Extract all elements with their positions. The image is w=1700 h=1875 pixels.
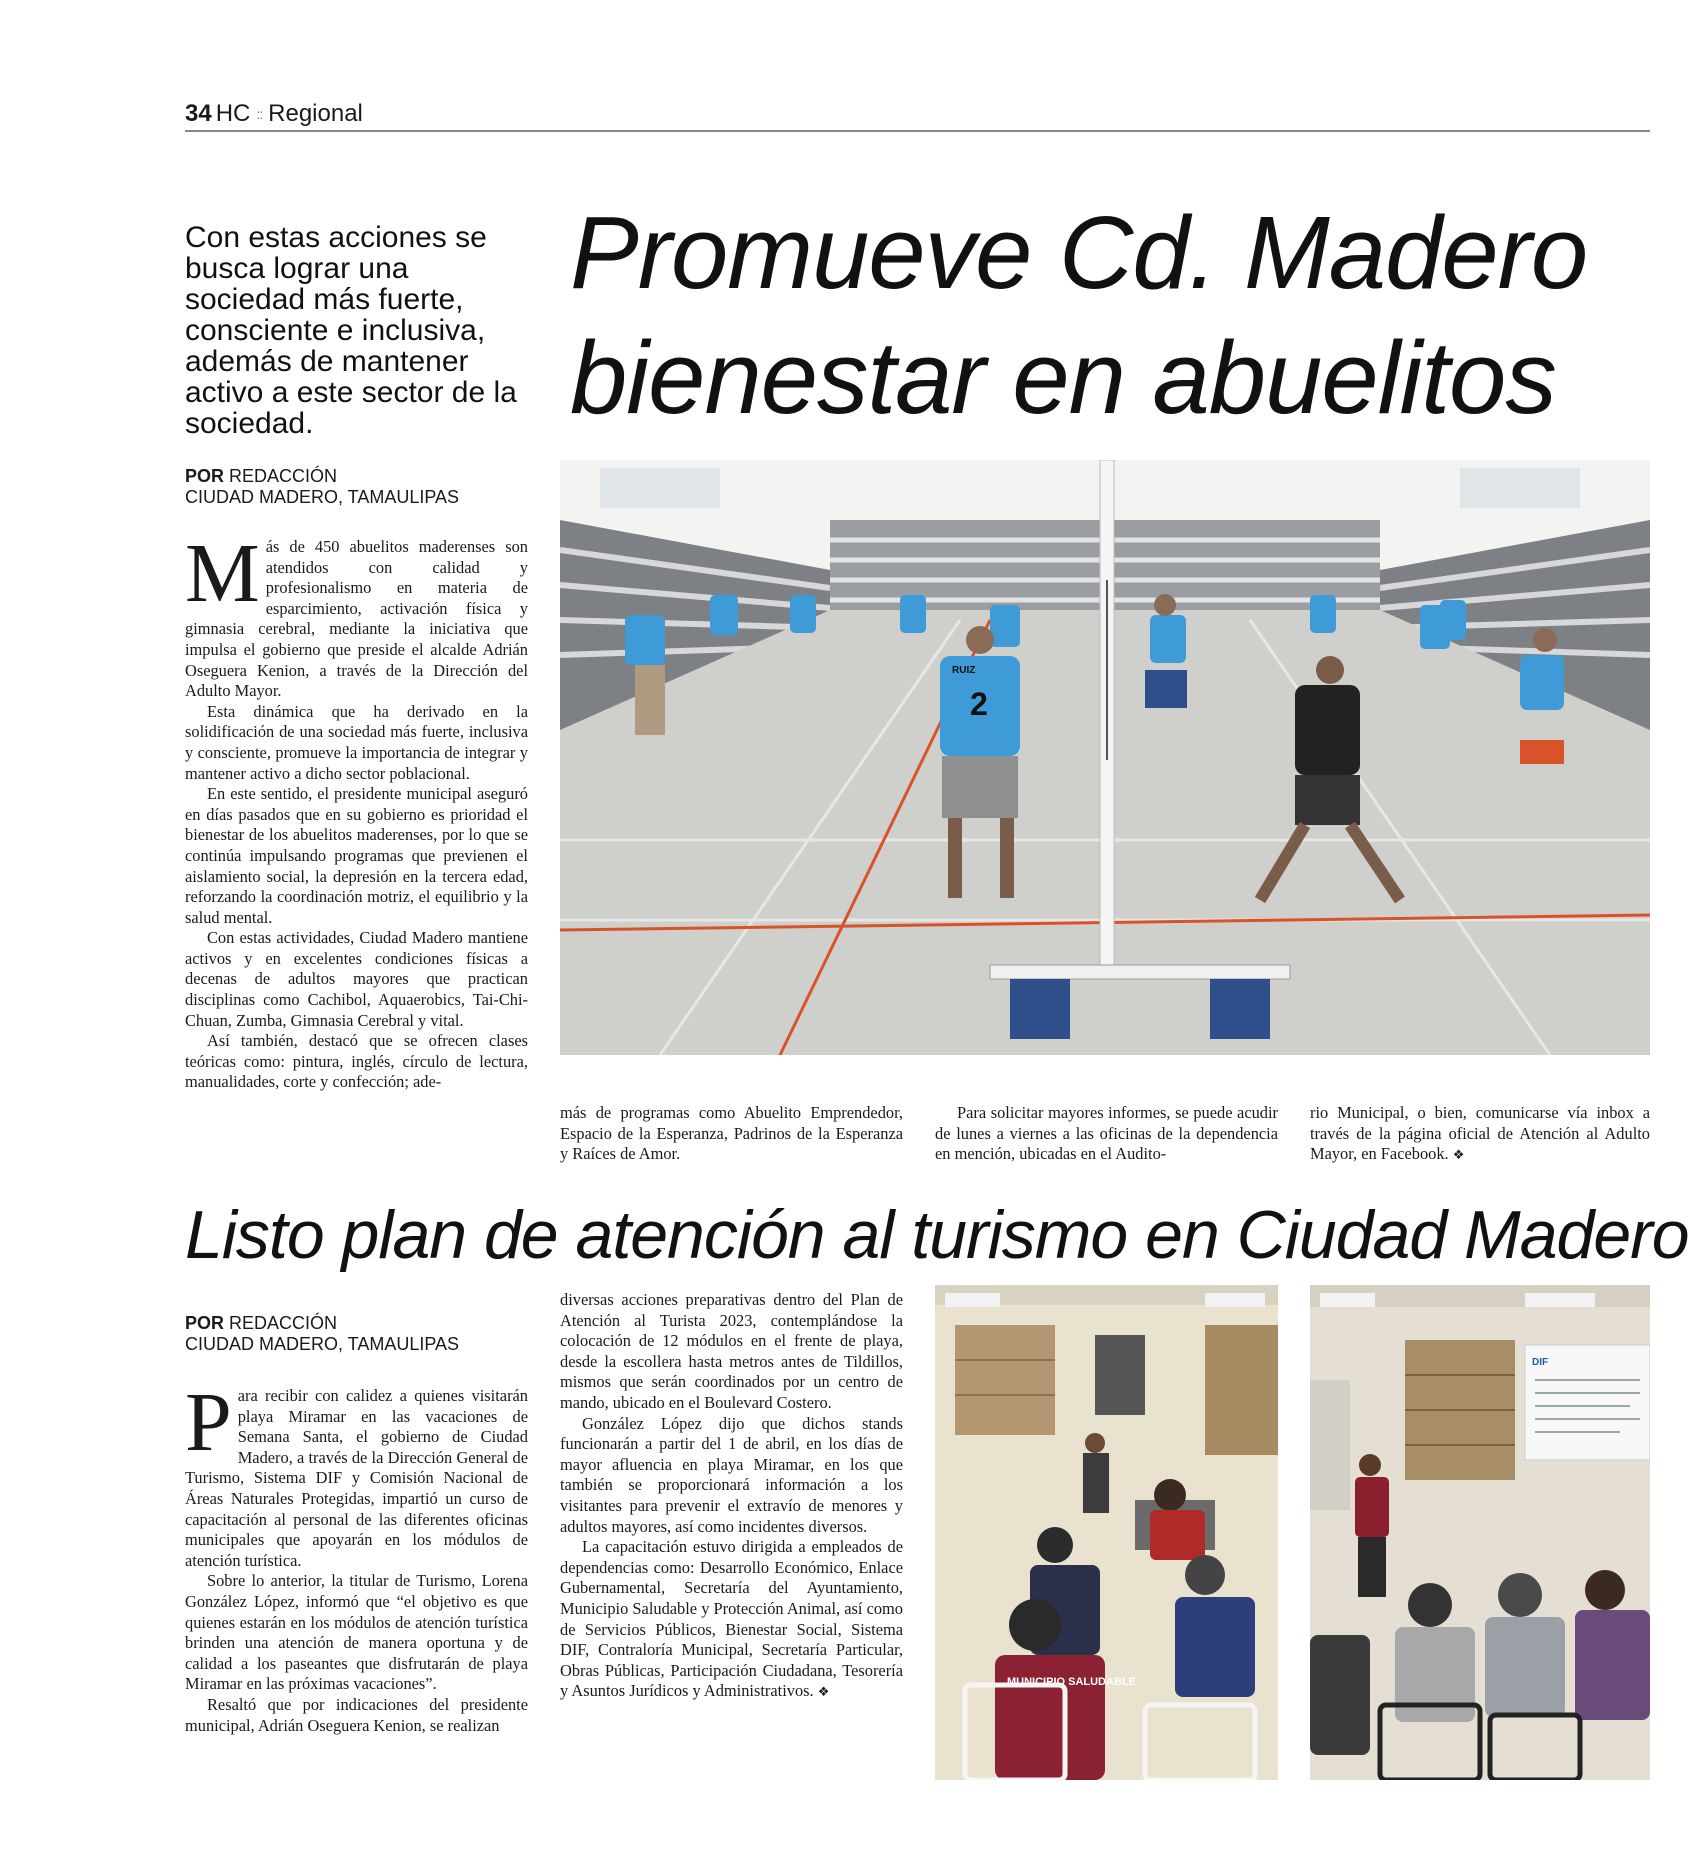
paragraph: Sobre lo anterior, la titular de Turismo, Lorena González López, informó que “el objetivo es que quienes estarán en los módulos de atención turística brinden una atención de manera oportuna y de calidad a los paseantes que disfrutarán de playa Miramar en las próximas vacaciones”. bbox=[185, 1571, 528, 1694]
page-number: 34 bbox=[185, 100, 212, 127]
paragraph: diversas acciones preparativas dentro del Plan de Atención al Turista 2023, contemplándose la colocación de 12 módulos en el frente de playa, desde la escollera hasta metros antes de Tildillos, mismos que serán coordinados por un centro de mando, ubicado en el Boulevard Costero. bbox=[560, 1290, 903, 1412]
story2-headline: Listo plan de atención al turismo en Ciudad Madero bbox=[185, 1197, 1689, 1273]
training-photo-1 bbox=[935, 1285, 1278, 1780]
story1-byline bbox=[185, 466, 459, 508]
paragraph: más de programas como Abuelito Emprendedor, Espacio de la Esperanza, Padrinos de la Esperanza y Raíces de Amor. bbox=[560, 1103, 903, 1164]
byline-por: POR bbox=[185, 1313, 225, 1333]
byline-place: CIUDAD MADERO, TAMAULIPAS bbox=[185, 1334, 460, 1354]
vest-text: MUNICIPIO SALUDABLE bbox=[1007, 1676, 1136, 1688]
paragraph: En este sentido, el presidente municipal aseguró en días pasados que en su gobierno es prioridad el bienestar de los abuelitos maderenses, por lo que se continúa impulsando programas que previenen el aislamiento social, la depresión en la tercera edad, reforzando la coordinación motriz, el equilibrio y la salud mental. bbox=[185, 784, 528, 927]
story2-column-2 bbox=[560, 1290, 903, 1704]
story2-byline bbox=[185, 1313, 459, 1355]
page-folio bbox=[185, 100, 1650, 132]
story1-column-2 bbox=[560, 1103, 903, 1165]
jersey-number: 2 bbox=[970, 686, 988, 722]
byline-author: REDACCIÓN bbox=[229, 1313, 338, 1333]
screen-logo: DIF bbox=[1532, 1357, 1549, 1368]
story1-column-1 bbox=[185, 527, 528, 1093]
story1-column-3 bbox=[935, 1103, 1278, 1165]
folio-separator: :: bbox=[256, 106, 263, 122]
byline-place: CIUDAD MADERO, TAMAULIPAS bbox=[185, 487, 460, 507]
end-mark-icon: ❖ bbox=[1452, 1148, 1465, 1164]
dropcap: M bbox=[185, 527, 260, 620]
section-name: Regional bbox=[268, 100, 363, 127]
paragraph: La capacitación estuvo dirigida a empleados de dependencias como: Desarrollo Económico, Enlace Gubernamental, Secretaría del Ayuntamiento, Municipio Saludable y Protección Animal, así como de Servicios Públicos, Bienestar Social, Sistema DIF, Contraloría Municipal, Secretaría Particular, Obras Públicas, Participación Ciudadana, Tesorería y Asuntos Jurídicos y Administrativos. bbox=[560, 1537, 903, 1701]
byline-por: POR bbox=[185, 466, 225, 486]
story1-headline-line1: Promueve Cd. Madero bbox=[570, 195, 1588, 310]
brand-mark: HC bbox=[215, 100, 251, 127]
paragraph: ara recibir con calidez a quienes visitarán playa Miramar en las vacaciones de Semana Santa, el gobierno de Ciudad Madero, a través de la Dirección General de Turismo, Sistema DIF y Comisión Nacional de Áreas Naturales Protegidas, impartió un curso de capacitación al personal de las diferentes oficinas municipales que apoyarán en los módulos de atención turística. bbox=[185, 1386, 528, 1570]
story1-headline-line2: bienestar en abuelitos bbox=[570, 320, 1556, 435]
paragraph: Esta dinámica que ha derivado en la solidificación de una sociedad más fuerte, inclusiva y consciente, promueve la importancia de integrar y mantener activo a dicho sector poblacional. bbox=[185, 701, 528, 783]
paragraph: rio Municipal, o bien, comunicarse vía inbox a través de la página oficial de Atención al Adulto Mayor, en Facebook. bbox=[1310, 1103, 1650, 1164]
dropcap: P bbox=[185, 1376, 232, 1469]
volleyball-photo bbox=[560, 460, 1650, 1055]
story1-deck: Con estas acciones se busca lograr una sociedad más fuerte, consciente e inclusiva, además de mantener activo a este sector de la sociedad. bbox=[185, 221, 517, 440]
paragraph: González López dijo que dichos stands funcionarán a partir del 1 de abril, en los días de mayor afluencia en playa Miramar, en los que también se proporcionará información a los visitantes para prevenir el extravío de menores y adultos mayores, así como incidentes diversos. bbox=[560, 1413, 903, 1536]
jersey-name: RUIZ bbox=[952, 665, 976, 676]
training-photo-2 bbox=[1310, 1285, 1650, 1780]
story1-column-4 bbox=[1310, 1103, 1650, 1167]
paragraph: Resaltó que por indicaciones del presidente municipal, Adrián Oseguera Kenion, se realizan bbox=[185, 1694, 528, 1735]
story1-headline bbox=[570, 190, 1587, 440]
byline-author: REDACCIÓN bbox=[229, 466, 338, 486]
paragraph: Así también, destacó que se ofrecen clases teóricas como: pintura, inglés, círculo de lectura, manualidades, corte y confección; ade- bbox=[185, 1031, 528, 1092]
paragraph: Para solicitar mayores informes, se puede acudir de lunes a viernes a las oficinas de la dependencia en mención, ubicadas en el Audito- bbox=[935, 1103, 1278, 1164]
end-mark-icon: ❖ bbox=[817, 1685, 830, 1701]
paragraph: Con estas actividades, Ciudad Madero mantiene activos y en excelentes condiciones físicas a decenas de adultos mayores que practican disciplinas como Cachibol, Aquaerobics, Tai-Chi-Chuan, Zumba, Gimnasia Cerebral y vital. bbox=[185, 928, 528, 1030]
story2-column-1 bbox=[185, 1376, 528, 1736]
paragraph: ás de 450 abuelitos maderenses son atendidos con calidad y profesionalismo en materia de esparcimiento, activación física y gimnasia cerebral, mediante la iniciativa que impulsa el gobierno que preside el alcalde Adrián Oseguera Kenion, a través de la Dirección del Adulto Mayor. bbox=[185, 537, 528, 701]
